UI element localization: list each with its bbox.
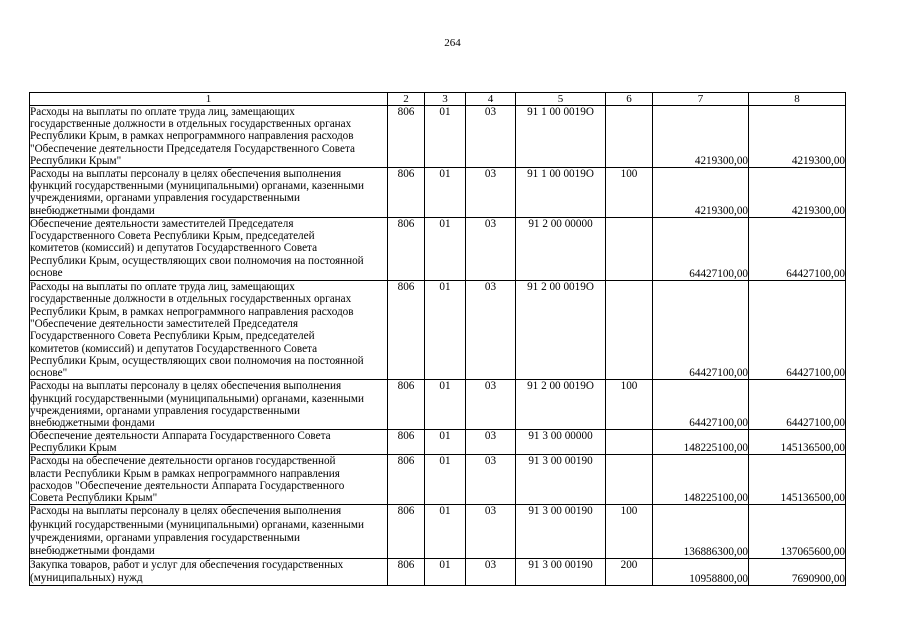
cell-col-5: 91 1 00 0019О: [516, 168, 606, 218]
description-line: власти Республики Крым в рамках непрограммного направления: [30, 467, 340, 480]
cell-col-8: 64427100,00: [749, 218, 846, 281]
cell-description: [30, 430, 388, 455]
header-cell-8: 8: [749, 93, 846, 106]
cell-col-8: 145136500,00: [749, 430, 846, 455]
description-line: функций государственными (муниципальными) органами, казенными: [30, 180, 364, 193]
description-line: учреждениями, органами управления государственными: [30, 404, 300, 417]
cell-col-4: 03: [466, 106, 516, 168]
description-line: расходов "Обеспечение деятельности Аппарата Государственного: [30, 479, 345, 492]
header-cell-7: 7: [653, 93, 749, 106]
cell-description: [30, 168, 388, 218]
table-row: [30, 455, 846, 505]
table-row: [30, 218, 846, 281]
cell-col-7: 10958800,00: [653, 559, 749, 586]
description-line: комитетов (комиссий) и депутатов Государственного Совета: [30, 242, 318, 255]
cell-col-3: 01: [425, 430, 466, 455]
description-line: Государственного Совета Республики Крым, председателей: [30, 230, 315, 243]
cell-col-3: 01: [425, 559, 466, 586]
description-line: Обеспечение деятельности заместителей Председателя: [30, 218, 294, 231]
description-line: внебюджетными фондами: [30, 204, 155, 217]
cell-col-5: 91 2 00 00000: [516, 218, 606, 281]
table-row: [30, 430, 846, 455]
description-line: "Обеспечение деятельности заместителей Председателя: [30, 317, 299, 330]
cell-col-2: 806: [388, 505, 425, 559]
cell-col-4: 03: [466, 455, 516, 505]
cell-col-2: 806: [388, 218, 425, 281]
description-line: учреждениями, органами управления государственными: [30, 531, 300, 544]
cell-col-8: 137065600,00: [749, 505, 846, 559]
description-line: Республики Крым, в рамках непрограммного направления расходов: [30, 305, 354, 318]
table-row: [30, 505, 846, 559]
cell-col-6: 100: [606, 505, 653, 559]
cell-description: [30, 218, 388, 281]
description-line: комитетов (комиссий) и депутатов Государственного Совета: [30, 342, 318, 355]
description-line: учреждениями, органами управления государственными: [30, 192, 300, 205]
table-row: [30, 559, 846, 586]
cell-description: [30, 106, 388, 168]
description-line: внебюджетными фондами: [30, 545, 155, 557]
cell-col-4: 03: [466, 168, 516, 218]
description-line: Расходы на выплаты персоналу в целях обеспечения выполнения: [30, 505, 342, 518]
cell-col-4: 03: [466, 380, 516, 430]
cell-col-8: 64427100,00: [749, 281, 846, 380]
description-line: Совета Республики Крым": [30, 492, 158, 504]
cell-col-6: [606, 218, 653, 281]
description-line: (муниципальных) нужд: [30, 572, 143, 585]
cell-col-6: 100: [606, 380, 653, 430]
description-line: основе: [30, 266, 63, 279]
cell-col-2: 806: [388, 106, 425, 168]
description-line: государственные должности в отдельных государственных органах: [30, 118, 352, 131]
table-row: [30, 106, 846, 168]
description-line: государственные должности в отдельных государственных органах: [30, 293, 352, 306]
header-cell-6: 6: [606, 93, 653, 106]
description-line: Республики Крым: [30, 442, 117, 455]
cell-col-8: 64427100,00: [749, 380, 846, 430]
cell-col-3: 01: [425, 168, 466, 218]
cell-col-7: 136886300,00: [653, 505, 749, 559]
cell-col-4: 03: [466, 505, 516, 559]
description-line: Закупка товаров, работ и услуг для обеспечения государственных: [30, 559, 344, 572]
description-line: Расходы на выплаты персоналу в целях обеспечения выполнения: [30, 380, 342, 393]
description-line: Расходы на обеспечение деятельности органов государственной: [30, 455, 336, 468]
cell-col-4: 03: [466, 559, 516, 586]
cell-col-7: 64427100,00: [653, 281, 749, 380]
cell-col-6: [606, 455, 653, 505]
table-row: [30, 380, 846, 430]
header-cell-4: 4: [466, 93, 516, 106]
header-cell-2: 2: [388, 93, 425, 106]
header-row: [30, 93, 846, 106]
cell-col-2: 806: [388, 430, 425, 455]
cell-col-6: [606, 106, 653, 168]
cell-col-3: 01: [425, 106, 466, 168]
cell-description: [30, 281, 388, 380]
budget-table: [29, 92, 846, 586]
description-line: функций государственными (муниципальными) органами, казенными: [30, 392, 364, 405]
cell-col-5: 91 2 00 0019О: [516, 281, 606, 380]
description-line: Республики Крым, осуществляющих свои полномочия на постоянной: [30, 354, 364, 367]
page-number: 264: [444, 37, 461, 49]
table-body: [30, 93, 846, 586]
cell-col-6: 100: [606, 168, 653, 218]
cell-col-2: 806: [388, 281, 425, 380]
cell-description: [30, 505, 388, 559]
cell-col-4: 03: [466, 218, 516, 281]
cell-col-4: 03: [466, 430, 516, 455]
cell-col-8: 4219300,00: [749, 106, 846, 168]
cell-description: [30, 455, 388, 505]
cell-col-5: 91 3 00 00000: [516, 430, 606, 455]
cell-col-8: 145136500,00: [749, 455, 846, 505]
description-line: Государственного Совета Республики Крым, председателей: [30, 330, 315, 343]
cell-col-2: 806: [388, 168, 425, 218]
cell-col-4: 03: [466, 281, 516, 380]
cell-col-5: 91 1 00 0019О: [516, 106, 606, 168]
cell-col-2: 806: [388, 455, 425, 505]
cell-col-8: 4219300,00: [749, 168, 846, 218]
header-cell-1: 1: [30, 93, 388, 106]
description-line: Расходы на выплаты по оплате труда лиц, замещающих: [30, 281, 295, 294]
cell-col-7: 64427100,00: [653, 218, 749, 281]
description-line: "Обеспечение деятельности Председателя Государственного Совета: [30, 142, 355, 155]
description-line: внебюджетными фондами: [30, 417, 155, 429]
cell-col-5: 91 2 00 0019О: [516, 380, 606, 430]
cell-description: [30, 559, 388, 586]
description-line: Республики Крым, осуществляющих свои полномочия на постоянной: [30, 254, 364, 267]
cell-col-5: 91 3 00 00190: [516, 559, 606, 586]
description-line: Расходы на выплаты по оплате труда лиц, замещающих: [30, 106, 295, 118]
cell-col-7: 148225100,00: [653, 430, 749, 455]
description-line: Обеспечение деятельности Аппарата Государственного Совета: [30, 430, 331, 443]
cell-col-3: 01: [425, 505, 466, 559]
cell-col-7: 64427100,00: [653, 380, 749, 430]
cell-col-3: 01: [425, 281, 466, 380]
cell-col-3: 01: [425, 380, 466, 430]
cell-col-5: 91 3 00 00190: [516, 455, 606, 505]
cell-col-5: 91 3 00 00190: [516, 505, 606, 559]
cell-col-2: 806: [388, 380, 425, 430]
table-row: [30, 168, 846, 218]
description-line: Республики Крым": [30, 154, 122, 167]
description-line: основе": [30, 367, 68, 380]
cell-col-7: 148225100,00: [653, 455, 749, 505]
cell-col-6: [606, 430, 653, 455]
header-cell-3: 3: [425, 93, 466, 106]
description-line: Республики Крым, в рамках непрограммного направления расходов: [30, 130, 354, 143]
header-cell-5: 5: [516, 93, 606, 106]
cell-col-6: [606, 281, 653, 380]
description-line: Расходы на выплаты персоналу в целях обеспечения выполнения: [30, 168, 342, 181]
cell-description: [30, 380, 388, 430]
cell-col-3: 01: [425, 455, 466, 505]
table-row: [30, 281, 846, 380]
description-line: функций государственными (муниципальными) органами, казенными: [30, 518, 364, 531]
cell-col-2: 806: [388, 559, 425, 586]
cell-col-6: 200: [606, 559, 653, 586]
cell-col-3: 01: [425, 218, 466, 281]
cell-col-7: 4219300,00: [653, 106, 749, 168]
cell-col-8: 7690900,00: [749, 559, 846, 586]
cell-col-7: 4219300,00: [653, 168, 749, 218]
